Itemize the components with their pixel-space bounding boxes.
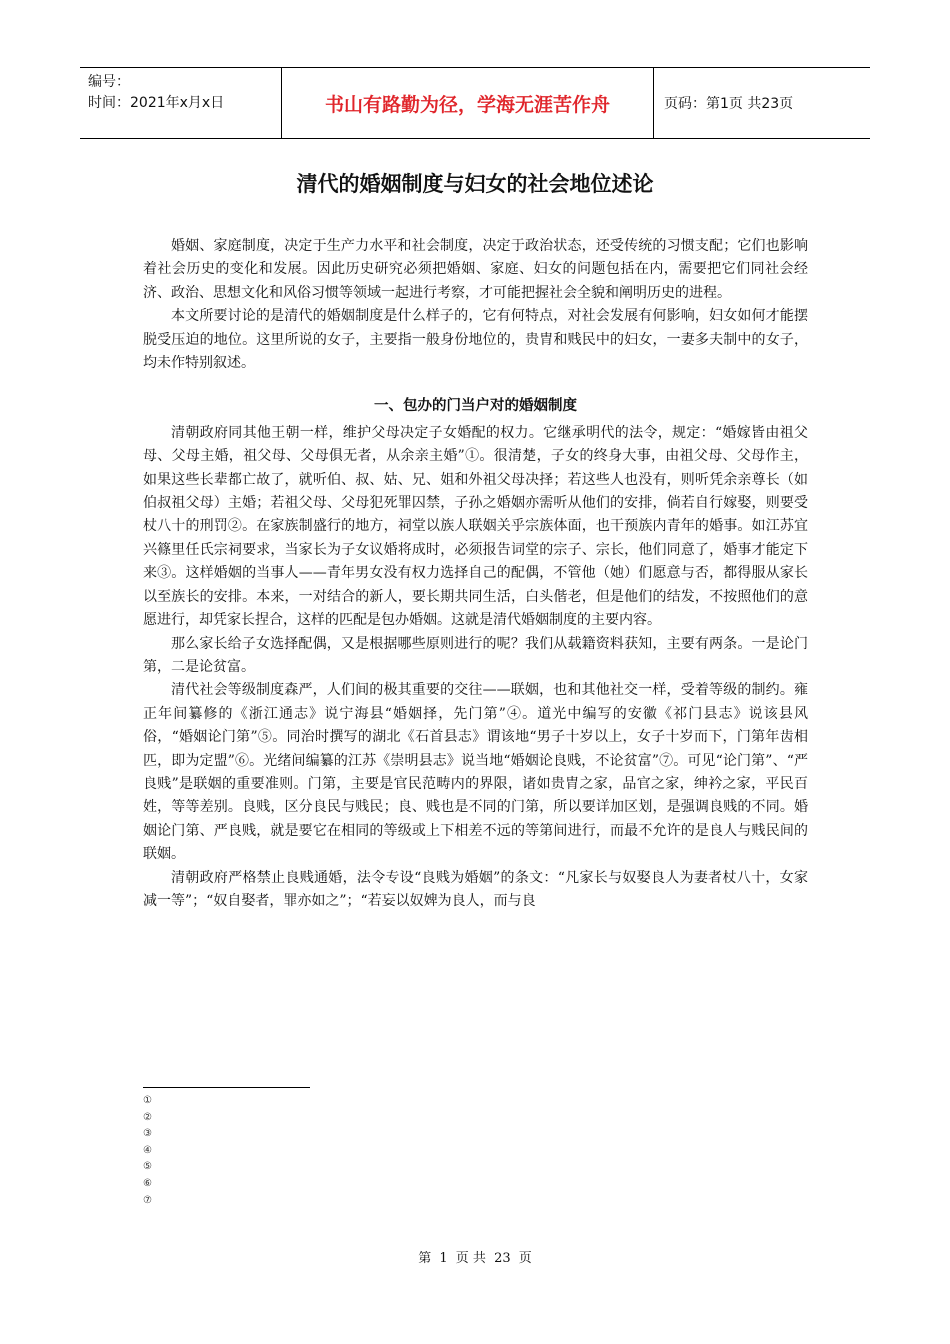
page-footer [0,1247,950,1266]
footnote-marker: ③ [143,1128,152,1140]
intro-paragraph-2: 本文所要讨论的是清代的婚姻制度是什么样子的，它有何特点，对社会发展有何影响，妇女如何才能摆脱受压迫的地位。这里所说的女子，主要指一般身份地位的，贵胄和贱民中的妇女，一妻多夫制中的女子，均未作特别叙述。 [143,308,808,372]
footer-suffix: 页 [518,1251,532,1266]
document-title: 清代的婚姻制度与妇女的社会地位述论 [296,172,654,196]
footer-total-pages: 23 [494,1251,511,1266]
footnotes [143,1093,152,1209]
footnote-marker: ⑤ [143,1161,152,1173]
section1-paragraph-4: 清朝政府严格禁止良贱通婚，法令专设“良贱为婚姻”的条文：“凡家长与奴娶良人为妻者杖八十，女家减一等”；“奴自娶者，罪亦如之”；“若妄以奴婢为良人，而与良 [143,869,808,909]
footnote-marker: ⑥ [143,1177,152,1189]
footnote-marker: ② [143,1111,152,1123]
footnote-marker: ⑦ [143,1194,152,1206]
footnote-marker: ① [143,1095,152,1106]
header-page-info: 页码：第1页 共23页 [664,96,794,112]
intro-paragraph-1: 婚姻、家庭制度，决定于生产力水平和社会制度，决定于政治状态，还受传统的习惯支配；它们也影响着社会历史的变化和发展。因此历史研究必须把婚姻、家庭、妇女的问题包括在内，需要把它们同社会经济、政治、思想文化和风俗习惯等领域一起进行考察，才可能把握社会全貌和阐明历史的进程。 [143,238,808,301]
footnote-marker: ④ [143,1144,152,1156]
section1-paragraph-3: 清代社会等级制度森严，人们间的极其重要的交往——联姻，也和其他社交一样，受着等级的制约。雍正年间纂修的《浙江通志》说宁海县“婚姻择，先门第”④。道光中编写的安徽《祁门县志》说该县风俗，“婚姻论门第”⑤。同治时撰写的湖北《石首县志》谓该地“男子十岁以上，女子十岁而下，门第年齿相匹，即为定盟”⑥。光绪间编纂的江苏《崇明县志》说当地“婚姻论良贱，不论贫富”⑦。可见“论门第”、“严良贱”是联姻的重要准则。门第，主要是官民范畴内的界限，诸如贵胄之家，品官之家，绅衿之家，平民百姓，等等差别。良贱，区分良民与贱民；良、贱也是不同的门第，所以要详加区划，是强调良贱的不同。婚姻论门第、严良贱，就是要它在相同的等级或上下相差不远的等第间进行，而最不允许的是良人与贱民间的联姻。 [143,682,808,863]
header-number-label: 编号： [88,74,130,90]
footer-page-number: 1 [439,1251,448,1266]
document-body [143,235,808,913]
footer-mid: 页 共 [455,1251,486,1266]
section1-paragraph-1: 清朝政府同其他王朝一样，维护父母决定子女婚配的权力。它继承明代的法令，规定：“婚嫁皆由祖父母、父母主婚，祖父母、父母俱无者，从余亲主婚”①。很清楚，子女的终身大事，由祖父母、父母作主，如果这些长辈都亡故了，就听伯、叔、姑、兄、姐和外祖父母决择；若这些人也没有，则听凭余亲尊长（如伯叔祖父母）主婚；若祖父母、父母犯死罪囚禁，子孙之婚姻亦需听从他们的安排，倘若自行嫁娶，则要受杖八十的刑罚②。在家族制盛行的地方，祠堂以族人联姻关乎宗族体面，也干预族内青年的婚事。如江苏宜兴篠里任氏宗祠要求，当家长为子女议婚将成时，必须报告词堂的宗子、宗长，他们同意了，婚事才能定下来③。这样婚姻的当事人——青年男女没有权力选择自己的配偶，不管他（她）们愿意与否，都得服从家长以至族长的安排。本来，一对结合的新人，要长期共同生活，白头偕老，但是他们的结发，不按照他们的意愿进行，却凭家长捏合，这样的匹配是包办婚姻。这就是清代婚姻制度的主要内容。 [143,424,808,629]
page-header [80,67,870,139]
section1-paragraph-2: 那么家长给子女选择配偶，又是根据哪些原则进行的呢？我们从载籍资料获知，主要有两条。一是论门第，二是论贫富。 [143,635,808,675]
header-motto: 书山有路勤为径，学海无涯苦作舟 [282,68,654,138]
footer-prefix: 第 [418,1251,432,1266]
header-date: 时间：2021年x月x日 [88,95,225,111]
section-heading-1: 一、包办的门当户对的婚姻制度 [374,398,577,415]
header-meta [80,68,282,138]
footnote-divider [143,1087,310,1088]
